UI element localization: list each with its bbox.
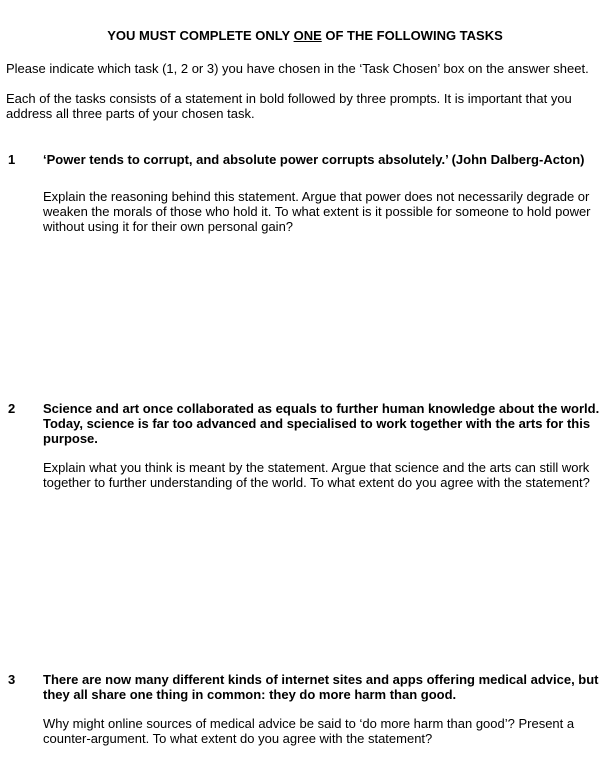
heading-text-before: YOU MUST COMPLETE ONLY [107,28,294,43]
task-1-prompt: Explain the reasoning behind this statement. Argue that power does not necessarily degrade or weaken the morals of those who hold it. To what extent is it possible for someone to hold power without using it for their own personal gain? [43,189,591,234]
task-3-prompt: Why might online sources of medical advice be said to ‘do more harm than good’? Present a counter-argument. To what extent do you agree with the statement? [43,716,575,746]
task-1 [43,152,603,234]
task-number-2: 2 [8,401,16,416]
task-3 [43,672,603,746]
task-number-3: 3 [8,672,16,687]
task-2-statement: Science and art once collaborated as equals to further human knowledge about the world. Today, science is far too advanced and specialised to work together with the arts for this purpose. [43,401,600,446]
heading-underlined-word: ONE [293,28,322,43]
task-2-prompt: Explain what you think is meant by the statement. Argue that science and the arts can still work together to further understanding of the world. To what extent do you agree with the statement? [43,460,590,490]
instruction-task-structure: Each of the tasks consists of a statement in bold followed by three prompts. It is important that you address all three parts of your chosen task. [6,91,572,121]
task-1-statement: ‘Power tends to corrupt, and absolute power corrupts absolutely.’ (John Dalberg-Acton) [43,152,585,167]
instruction-task-choice: Please indicate which task (1, 2 or 3) you have chosen in the ‘Task Chosen’ box on the answer sheet. [6,61,589,76]
task-2 [43,401,603,490]
task-number-1: 1 [8,152,16,167]
page-heading [0,28,610,43]
heading-text-after: OF THE FOLLOWING TASKS [321,28,503,43]
task-3-statement: There are now many different kinds of internet sites and apps offering medical advice, but they all share one thing in common: they do more harm than good. [43,672,599,702]
